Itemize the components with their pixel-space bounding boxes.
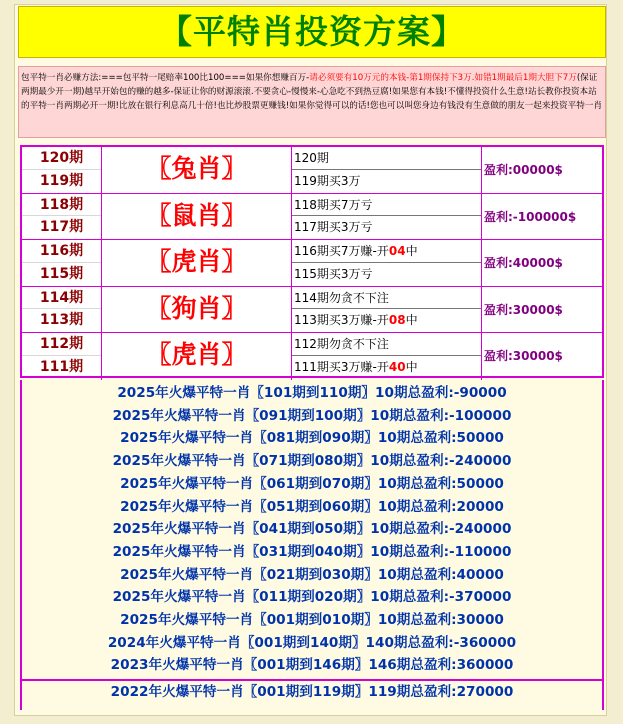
detail-cell <box>292 194 482 240</box>
page-title: 【平特肖投资方案】 <box>18 6 606 58</box>
summary-line: 2025年火爆平特一肖〖081期到090期〗10期总盈利:50000 <box>120 430 504 447</box>
zodiac-cell: 〖鼠肖〗 <box>102 194 292 240</box>
profit-cell: 盈利:30000$ <box>484 349 563 363</box>
summary-line: 2022年火爆平特一肖〖001期到119期〗119期总盈利:270000 <box>22 679 602 702</box>
profit-cell: 盈利:-100000$ <box>484 209 577 224</box>
detail-top <box>292 240 481 263</box>
period-bottom: 115期 <box>39 265 84 282</box>
detail-text: 113期买3万赚-开 <box>294 313 389 328</box>
draw-number: 40 <box>388 360 406 375</box>
plan-row <box>22 147 602 194</box>
zodiac-cell: 〖兔肖〗 <box>102 147 292 193</box>
detail-bottom: 115期买3万亏 <box>294 266 373 281</box>
intro-text <box>18 66 606 138</box>
detail-top: 114期勿贪不下注 <box>292 287 481 310</box>
period-bottom: 117期 <box>39 219 84 236</box>
summary-line: 2025年火爆平特一肖〖091期到100期〗10期总盈利:-100000 <box>112 407 512 424</box>
zodiac-cell: 〖虎肖〗 <box>102 240 292 286</box>
profit-cell: 盈利:40000$ <box>484 256 563 270</box>
plan-row <box>22 240 602 287</box>
plan-row <box>22 194 602 241</box>
detail-text: 中 <box>405 313 418 328</box>
summary-line: 2025年火爆平特一肖〖101期到110期〗10期总盈利:-90000 <box>117 385 507 401</box>
zodiac-cell: 〖狗肖〗 <box>102 287 292 333</box>
summary-line: 2023年火爆平特一肖〖001期到146期〗146期总盈利:360000 <box>110 657 514 674</box>
intro-part-3: (保证两期最少开一期)越早开始包的赚的越多-保证让你的财源滚滚.不要贪心-慢慢来-心急吃不到热豆腐!如果您有本钱!不懂得投资什么生意!站长教你投资本站的平特一肖两期必开一期!比放在银行利息高几十倍!也比炒股票更赚钱!如果你觉得可以的话!您也可以叫您身边有钱没有生意做的朋友一起来投资平特一肖 <box>21 73 602 111</box>
detail-text: 中 <box>405 244 418 258</box>
detail-bottom: 119期买3万 <box>294 173 361 188</box>
intro-part-1: 包平特一肖必赚方法:===包平特一尾赔率100比100===如果你想赚百万- <box>21 73 310 83</box>
detail-cell <box>292 147 482 193</box>
draw-number: 04 <box>388 244 406 258</box>
period-top: 116期 <box>22 240 101 263</box>
summary-line: 2025年火爆平特一肖〖011期到020期〗10期总盈利:-370000 <box>112 589 512 606</box>
period-cell <box>22 240 102 286</box>
profit-cell: 盈利:00000$ <box>484 163 563 177</box>
period-bottom: 111期 <box>39 359 84 376</box>
period-cell <box>22 147 102 193</box>
summary-list <box>20 380 604 710</box>
period-top: 118期 <box>22 194 101 217</box>
plan-table <box>20 145 604 378</box>
plan-row <box>22 333 602 380</box>
summary-line: 2024年火爆平特一肖〖001期到140期〗140期总盈利:-360000 <box>107 634 517 651</box>
zodiac-cell: 〖虎肖〗 <box>102 333 292 380</box>
detail-cell <box>292 333 482 380</box>
summary-line: 2025年火爆平特一肖〖061期到070期〗10期总盈利:50000 <box>120 475 504 492</box>
period-bottom: 113期 <box>39 312 84 329</box>
detail-top: 112期勿贪不下注 <box>292 333 481 356</box>
intro-part-2-highlight: 请必须要有10万元的本钱-第1期保持下3万.如错1期最后1期大胆下7万 <box>309 73 577 83</box>
period-top: 114期 <box>22 287 101 310</box>
period-top: 112期 <box>22 333 101 356</box>
summary-line: 2025年火爆平特一肖〖021期到030期〗10期总盈利:40000 <box>120 566 504 583</box>
detail-top: 120期 <box>292 147 481 170</box>
period-cell <box>22 194 102 240</box>
period-cell <box>22 287 102 333</box>
detail-bottom: 117期买3万亏 <box>294 220 373 235</box>
detail-text: 111期买3万赚-开 <box>294 360 389 375</box>
profit-cell: 盈利:30000$ <box>484 302 563 317</box>
summary-line: 2025年火爆平特一肖〖071期到080期〗10期总盈利:-240000 <box>112 453 512 470</box>
detail-bottom <box>292 356 481 379</box>
draw-number: 08 <box>388 313 406 328</box>
detail-top: 118期买7万亏 <box>292 194 481 217</box>
detail-cell <box>292 240 482 286</box>
summary-line: 2025年火爆平特一肖〖051期到060期〗10期总盈利:20000 <box>120 498 504 515</box>
summary-line: 2025年火爆平特一肖〖001期到010期〗10期总盈利:30000 <box>120 612 504 628</box>
detail-text: 中 <box>405 360 418 375</box>
plan-row <box>22 287 602 334</box>
period-bottom: 119期 <box>39 172 84 189</box>
period-top: 120期 <box>22 147 101 170</box>
detail-text: 116期买7万赚-开 <box>294 244 389 258</box>
summary-line: 2025年火爆平特一肖〖041期到050期〗10期总盈利:-240000 <box>112 521 512 538</box>
detail-cell <box>292 287 482 333</box>
detail-bottom <box>292 309 481 332</box>
period-cell <box>22 333 102 380</box>
summary-line: 2025年火爆平特一肖〖031期到040期〗10期总盈利:-110000 <box>112 543 512 560</box>
